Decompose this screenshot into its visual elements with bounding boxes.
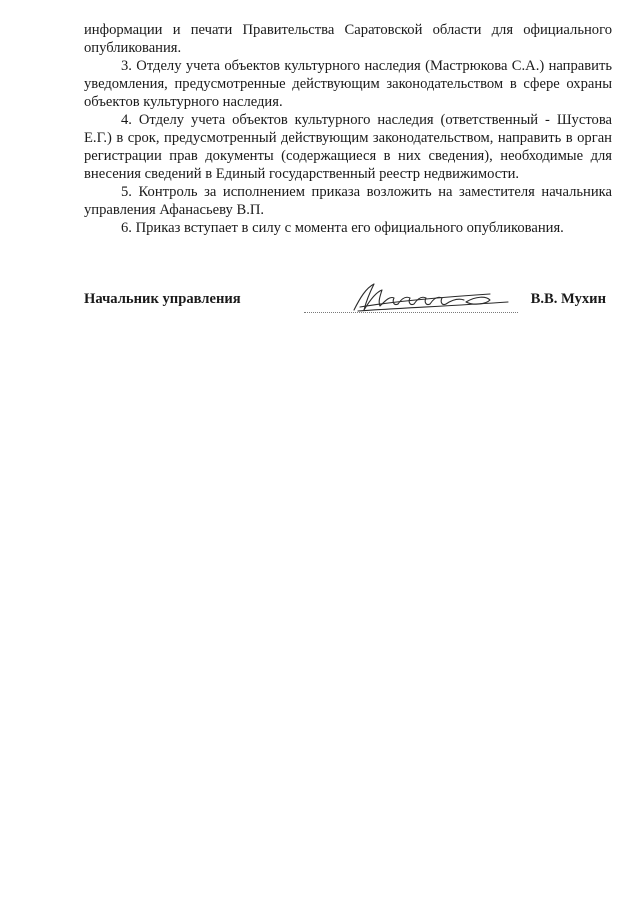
paragraph-item-5: 5. Контроль за исполнением приказа возложить на заместителя начальника управления Афанасьеву В.П. [84,184,612,218]
handwritten-signature [340,280,510,316]
paragraph-item-6: 6. Приказ вступает в силу с момента его официального опубликования. [121,220,564,236]
paragraph-item-3: 3. Отделу учета объектов культурного наследия (Мастрюкова С.А.) направить уведомления, предусмотренные действующим законодательством в сфере охраны объектов культурного наследия. [84,58,612,110]
order-body [84,21,612,237]
paragraph-item-4: 4. Отделу учета объектов культурного наследия (ответственный - Шустова Е.Г.) в срок, предусмотренный действующим законодательством, направить в орган регистрации прав документы (содержащиеся в них сведения), необходимые для внесения сведений в Единый государственный реестр недвижимости. [84,112,612,182]
signature-block [84,286,612,322]
signatory-position: Начальник управления [84,291,241,307]
paragraph-continuation: информации и печати Правительства Саратовской области для официального опубликования. [84,22,612,56]
signatory-name: В.В. Мухин [530,291,606,307]
